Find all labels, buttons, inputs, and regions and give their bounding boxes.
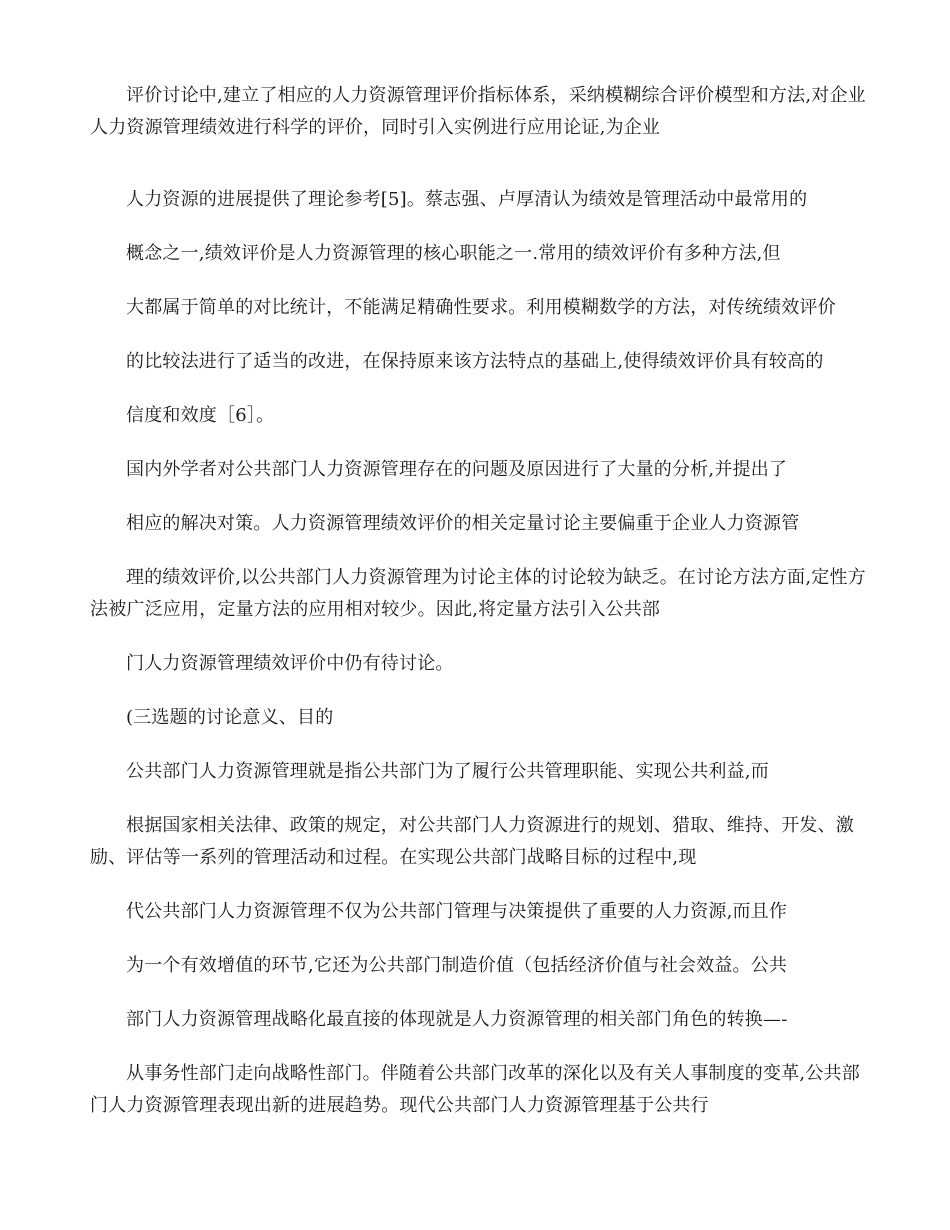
paragraph-8: 相应的解决对策。人力资源管理绩效评价的相关定量讨论主要偏重于企业人力资源管 — [126, 513, 800, 534]
paragraph-3: 概念之一,绩效评价是人力资源管理的核心职能之一.常用的绩效评价有多种方法,但 — [126, 243, 781, 264]
paragraph-10: 门人力资源管理绩效评价中仍有待讨论。 — [126, 653, 454, 674]
paragraph-15: 部门人力资源管理战略化最直接的体现就是人力资源管理的相关部门角色的转换—- — [126, 1009, 788, 1030]
paragraph-16: 从事务性部门走向战略性部门。伴随着公共部门改革的深化以及有关人事制度的变革,公共部门人力资源管理表现出新的进展趋势。现代公共部门人力资源管理基于公共行 — [90, 1063, 860, 1116]
paragraph-6: 信度和效度［6］。 — [126, 405, 275, 426]
paragraph-1: 评价讨论中,建立了相应的人力资源管理评价指标体系，采纳模糊综合评价模型和方法,对企业人力资源管理绩效进行科学的评价，同时引入实例进行应用论证,为企业 — [90, 85, 866, 138]
paragraph-14: 为一个有效增值的环节,它还为公共部门制造价值（包括经济价值与社会效益。公共 — [126, 955, 788, 976]
paragraph-12: 根据国家相关法律、政策的规定，对公共部门人力资源进行的规划、猎取、维持、开发、激励、评估等一系列的管理活动和过程。在实现公共部门战略目标的过程中,现 — [90, 815, 854, 868]
paragraph-11: 公共部门人力资源管理就是指公共部门为了履行公共管理职能、实现公共利益,而 — [126, 761, 769, 782]
paragraph-4: 大都属于简单的对比统计，不能满足精确性要求。利用模糊数学的方法，对传统绩效评价 — [126, 297, 836, 318]
section-heading: (三选题的讨论意义、目的 — [126, 707, 334, 728]
paragraph-7: 国内外学者对公共部门人力资源管理存在的问题及原因进行了大量的分析,并提出了 — [126, 459, 788, 480]
paragraph-5: 的比较法进行了适当的改进，在保持原来该方法特点的基础上,使得绩效评价具有较高的 — [126, 351, 824, 372]
paragraph-9: 理的绩效评价,以公共部门人力资源管理为讨论主体的讨论较为缺乏。在讨论方法方面,定性方法被广泛应用，定量方法的应用相对较少。因此,将定量方法引入公共部 — [90, 567, 866, 620]
paragraph-2: 人力资源的进展提供了理论参考[5]。蔡志强、卢厚清认为绩效是管理活动中最常用的 — [126, 189, 808, 210]
paragraph-13: 代公共部门人力资源管理不仅为公共部门管理与决策提供了重要的人力资源,而且作 — [126, 901, 788, 922]
